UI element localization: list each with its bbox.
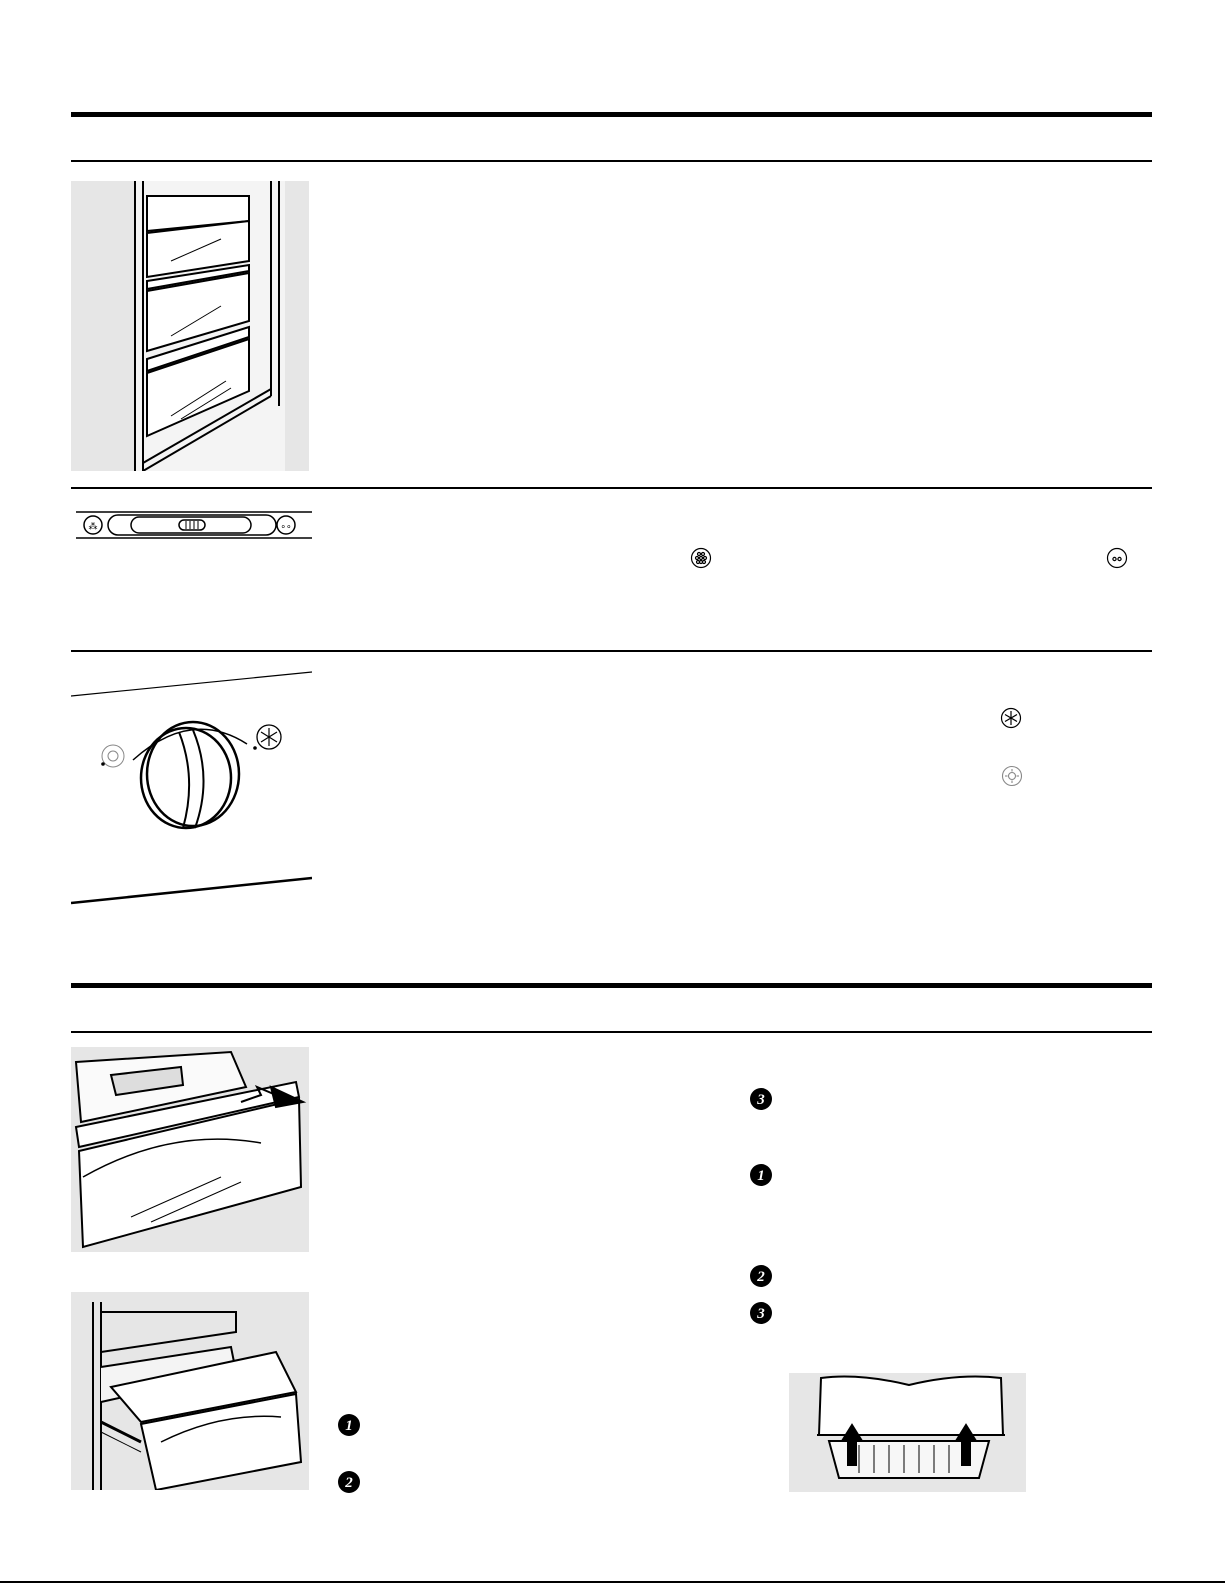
step-2-badge: [338, 1471, 360, 1493]
step-1-badge: [750, 1164, 772, 1186]
section-rule: [71, 1031, 1152, 1033]
step-3-badge: [750, 1302, 772, 1324]
section-rule-top: [71, 112, 1152, 117]
humidity-high-icon: [690, 547, 712, 569]
temperature-dial-illustration: [71, 668, 312, 912]
section-rule: [71, 160, 1152, 162]
svg-text:∘∘: ∘∘: [280, 521, 292, 531]
section-rule: [71, 487, 1152, 489]
drawer-lift-illustration: [789, 1373, 1026, 1492]
svg-text:3: 3: [757, 1092, 765, 1108]
section-rule-mid: [71, 983, 1152, 988]
snowflake-icon: [1000, 707, 1022, 729]
humidity-low-icon: [1106, 547, 1128, 569]
svg-text:⁂: ⁂: [88, 521, 98, 531]
freezer-drawers-illustration: [71, 181, 309, 471]
svg-text:3: 3: [757, 1306, 765, 1322]
svg-text:1: 1: [345, 1418, 353, 1434]
svg-text:2: 2: [345, 1475, 353, 1491]
step-1-badge: [338, 1414, 360, 1436]
humidity-control-illustration: [76, 510, 312, 546]
drawer-removal-illustration: [71, 1047, 309, 1252]
bottom-drawer-illustration: [71, 1292, 309, 1490]
step-3-badge: [750, 1088, 772, 1110]
sun-icon: [1001, 765, 1023, 787]
svg-text:1: 1: [757, 1168, 765, 1184]
step-2-badge: [750, 1265, 772, 1287]
page-bottom-rule: [0, 1581, 1225, 1583]
svg-text:2: 2: [757, 1269, 765, 1285]
section-rule: [71, 650, 1152, 652]
